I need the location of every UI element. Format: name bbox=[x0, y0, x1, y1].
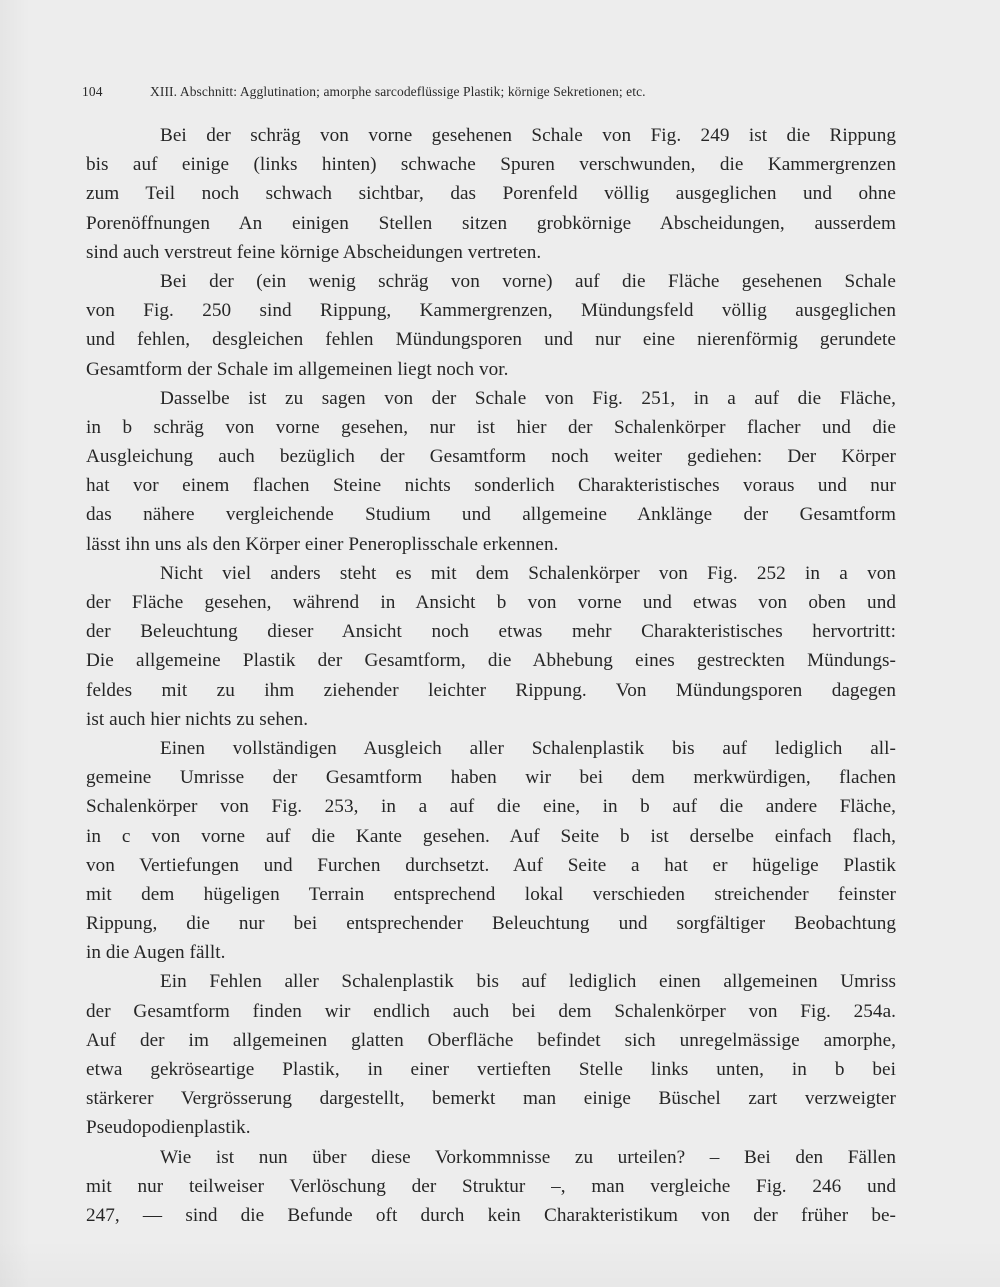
text-line: der Fläche gesehen, während in Ansicht b von vorne und etwas von oben und bbox=[86, 592, 896, 613]
text-line: hat vor einem flachen Steine nichts sonderlich Charakteristisches voraus und nur bbox=[86, 475, 896, 497]
text-line: Wie ist nun über diese Vorkommnisse zu urteilen? – Bei den Fällen bbox=[160, 1146, 896, 1168]
text-line: Auf der im allgemeinen glatten Oberfläche befindet sich unregelmässige amorphe, bbox=[86, 1029, 896, 1051]
text-line: mit nur teilweiser Verlöschung der Struktur –, man vergleiche Fig. 246 und bbox=[86, 1175, 896, 1197]
text-line: Ein Fehlen aller Schalenplastik bis auf lediglich einen allgemeinen Umriss bbox=[160, 971, 896, 993]
body-text bbox=[86, 121, 896, 1230]
text-line: Rippung, die nur bei entsprechender Beleuchtung und sorgfältiger Beobachtung bbox=[86, 913, 896, 935]
text-line: feldes mit zu ihm ziehender leichter Rippung. Von Mündungsporen dagegen bbox=[86, 679, 896, 701]
paragraph bbox=[86, 734, 896, 968]
text-line: Nicht viel anders steht es mit dem Schalenkörper von Fig. 252 in a von bbox=[160, 562, 896, 584]
text-line: von Fig. 250 sind Rippung, Kammergrenzen, Mündungsfeld völlig ausgeglichen bbox=[86, 300, 896, 322]
text-line: Die allgemeine Plastik der Gesamtform, die Abhebung eines gestreckten Mündungs- bbox=[86, 650, 896, 672]
running-head bbox=[82, 84, 842, 100]
text-line: lässt ihn uns als den Körper einer Peneroplisschale erkennen. bbox=[86, 533, 559, 555]
text-line: Einen vollständigen Ausgleich aller Schalenplastik bis auf lediglich all- bbox=[160, 737, 896, 759]
text-line: in b schräg von vorne gesehen, nur ist hier der Schalenkörper flacher und die bbox=[86, 416, 896, 438]
paragraph bbox=[86, 967, 896, 1142]
text-line: 247, — sind die Befunde oft durch kein Charakteristikum von der früher be- bbox=[86, 1204, 896, 1226]
text-line: gemeine Umrisse der Gesamtform haben wir bei dem merkwürdigen, flachen bbox=[86, 767, 896, 789]
text-line: Schalenkörper von Fig. 253, in a auf die eine, in b auf die andere Fläche, bbox=[86, 796, 896, 818]
text-line: ist auch hier nichts zu sehen. bbox=[86, 708, 309, 730]
text-line: mit dem hügeligen Terrain entsprechend lokal verschieden streichender feinster bbox=[86, 883, 896, 905]
paragraph bbox=[86, 121, 896, 267]
text-line: zum Teil noch schwach sichtbar, das Porenfeld völlig ausgeglichen und ohne bbox=[86, 183, 896, 205]
text-line: der Gesamtform finden wir endlich auch bei dem Schalenkörper von Fig. 254a. bbox=[86, 1000, 896, 1022]
paragraph bbox=[86, 1143, 896, 1231]
paragraph bbox=[86, 384, 896, 559]
text-line: Pseudopodienplastik. bbox=[86, 1117, 251, 1139]
text-line: Bei der schräg von vorne gesehenen Schale von Fig. 249 ist die Rippung bbox=[160, 125, 896, 146]
text-line: Ausgleichung auch bezüglich der Gesamtform noch weiter gediehen: Der Körper bbox=[86, 446, 896, 468]
text-line: in c von vorne auf die Kante gesehen. Auf Seite b ist derselbe einfach flach, bbox=[86, 825, 896, 847]
page-number: 104 bbox=[82, 84, 103, 99]
paragraph bbox=[86, 559, 896, 734]
text-line: Gesamtform der Schale im allgemeinen liegt noch vor. bbox=[86, 358, 509, 380]
text-line: sind auch verstreut feine körnige Abscheidungen vertreten. bbox=[86, 241, 542, 263]
text-line: stärkerer Vergrösserung dargestellt, bemerkt man einige Büschel zart verzweigter bbox=[86, 1088, 896, 1110]
text-line: in die Augen fällt. bbox=[86, 942, 226, 964]
text-line: das nähere vergleichende Studium und allgemeine Anklänge der Gesamtform bbox=[86, 504, 896, 526]
text-line: etwa gekröseartige Plastik, in einer vertieften Stelle links unten, in b bei bbox=[86, 1059, 896, 1080]
text-line: der Beleuchtung dieser Ansicht noch etwas mehr Charakteristisches hervortritt: bbox=[86, 621, 896, 643]
text-line: von Vertiefungen und Furchen durchsetzt. Auf Seite a hat er hügelige Plastik bbox=[86, 854, 896, 876]
chapter-title: XIII. Abschnitt: Agglutination; amorphe sarcodeflüssige Plastik; körnige Sekretionen; etc. bbox=[150, 84, 646, 99]
text-line: Bei der (ein wenig schräg von vorne) auf die Fläche gesehenen Schale bbox=[160, 270, 896, 292]
paragraph bbox=[86, 267, 896, 384]
text-line: und fehlen, desgleichen fehlen Mündungsporen und nur eine nierenförmig gerundete bbox=[86, 329, 896, 351]
text-line: Porenöffnungen An einigen Stellen sitzen grobkörnige Abscheidungen, ausserdem bbox=[86, 212, 896, 234]
text-line: bis auf einige (links hinten) schwache Spuren verschwunden, die Kammergrenzen bbox=[86, 154, 896, 176]
text-line: Dasselbe ist zu sagen von der Schale von Fig. 251, in a auf die Fläche, bbox=[160, 387, 896, 409]
